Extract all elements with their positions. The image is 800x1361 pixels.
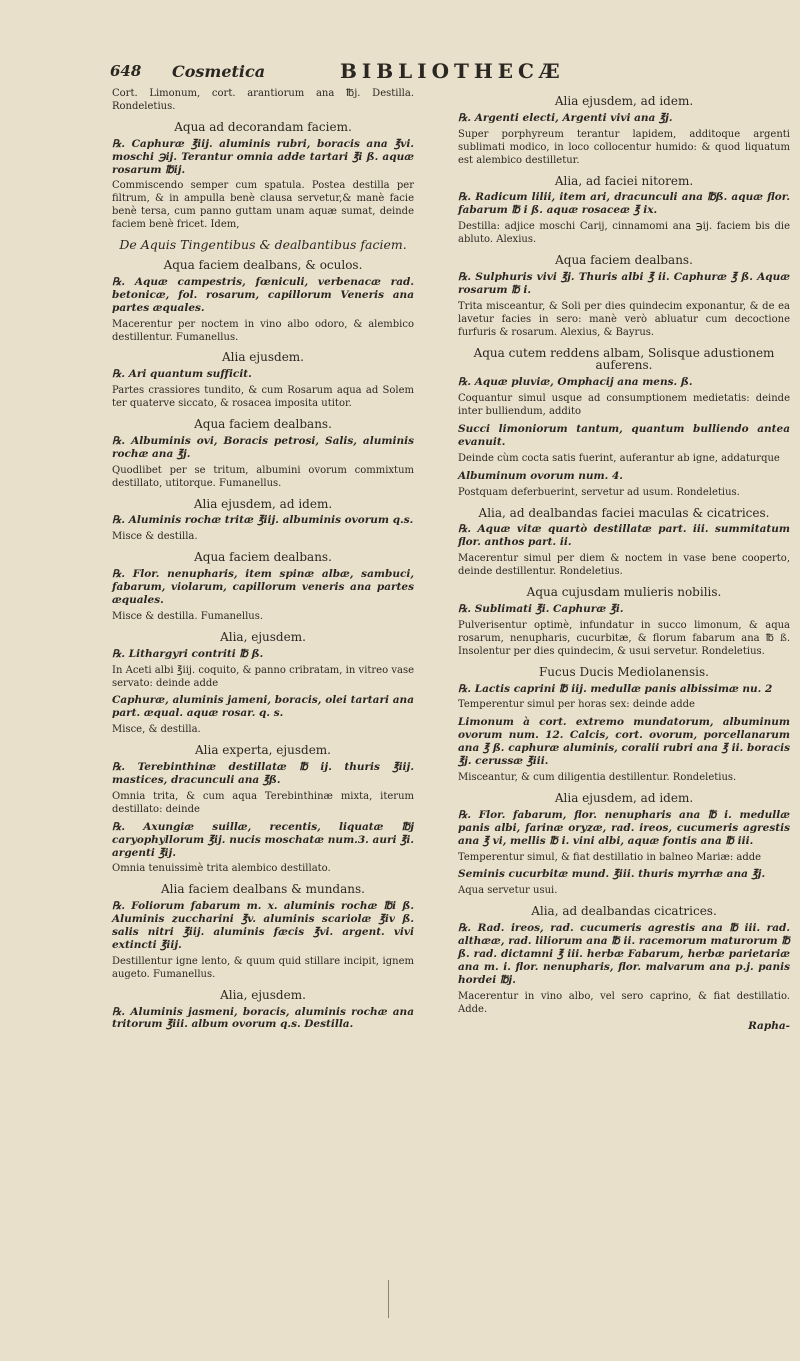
recipe-line: Seminis cucurbitæ mund. ℥iii. thuris myrrhæ ana ℥j. — [458, 868, 766, 881]
recipe-line: ℞. Caphuræ ℥iij. aluminis rubri, boracis ana ℥vi. moschi ℈ij. Terantur omnia adde tartari ℥i ß. aquæ rosarum ℔ij. — [112, 137, 414, 176]
left-column — [112, 88, 414, 1035]
text-paragraph: Misce, & destilla. — [112, 724, 201, 736]
recipe-line: Succi limoniorum tantum, quantum bulliendo antea evanuit. — [458, 423, 790, 448]
text-paragraph: Coquantur simul usque ad consumptionem medietatis: deinde inter bulliendum, addito — [458, 393, 790, 418]
section-heading: Aqua cutem reddens albam, Solisque adustionem auferens. — [473, 345, 775, 373]
section-heading: Alia ejusdem, ad idem. — [554, 94, 694, 108]
recipe-line: ℞. Flor. nenupharis, item spinæ albæ, sambuci, fabarum, violarum, capillorum veneris ana partes æquales. — [112, 568, 414, 606]
section-heading: Alia, ad faciei nitorem. — [554, 173, 694, 188]
section-heading: Fucus Ducis Mediolanensis. — [538, 664, 709, 679]
section-heading: Alia experta, ejusdem. — [195, 743, 331, 758]
recipe-line: ℞. Aluminis jasmeni, boracis, aluminis rochæ ana tritorum ℥iii. album ovorum q.s. Destilla. — [112, 1005, 414, 1031]
recipe-line: ℞. Albuminis ovi, Boracis petrosi, Salis, aluminis rochæ ana ℥j. — [112, 434, 414, 460]
section-heading: Alia, ad dealbandas cicatrices. — [531, 904, 717, 919]
section-heading: Aqua cujusdam mulieris nobilis. — [526, 585, 722, 600]
text-paragraph: Pulverisentur optimè, infundatur in succo limonum, & aqua rosarum, nenupharis, cucurbitæ, & florum fabarum ana ℔ ß. Insolentur per dies quindecim, & usui servetur. Rondeletius. — [458, 619, 790, 657]
text-paragraph: Misce & destilla. — [112, 531, 198, 543]
section-heading: Alia faciem dealbans & mundans. — [161, 882, 365, 897]
text-paragraph: Aqua servetur usui. — [458, 885, 558, 897]
book-title: BIBLIOTHECÆ — [340, 59, 565, 83]
section-heading: Alia ejusdem. — [222, 350, 304, 365]
section-heading: Aqua ad decorandam faciem. — [174, 119, 352, 134]
text-paragraph: Macerentur in vino albo, vel sero caprino, & fiat destillatio. Adde. — [458, 990, 790, 1015]
text-paragraph: Temperentur simul, & fiat destillatio in balneo Mariæ: adde — [458, 851, 762, 863]
section-heading: Aqua faciem dealbans, & oculos. — [163, 257, 363, 272]
chapter-heading: De Aquis Tingentibus & dealbantibus faciem. — [119, 237, 407, 253]
right-column — [458, 88, 790, 1037]
recipe-line: ℞. Rad. ireos, rad. cucumeris agrestis ana ℔ iii. rad. althææ, rad. liliorum ana ℔ ii. racemorum maturorum ℔ ß. rad. dictamni ℥ iii. herbæ Fabarum, herbæ parietariæ ana m. i. flor. nenupharis, flor. malvarum ana p.j. panis hordei ℔j. — [458, 922, 790, 986]
section-heading: Alia ejusdem, ad idem. — [554, 790, 694, 805]
section-heading: Aqua faciem dealbans. — [194, 417, 332, 432]
text-paragraph: Postquam deferbuerint, servetur ad usum. Rondeletius. — [458, 486, 740, 498]
recipe-line: ℞. Foliorum fabarum m. x. aluminis rochæ ℔i ß. Aluminis zuccharini ℥v. aluminis scariolæ ℥iv ß. salis nitri ℥iij. aluminis fæcis ℥vi. argent. vivi extincti ℥iij. — [112, 900, 414, 951]
text-paragraph: Quodlibet per se tritum, albumini ovorum commixtum destillato, utitorque. Fumanellus. — [112, 464, 414, 489]
section-heading: Alia, ejusdem. — [220, 629, 306, 644]
recipe-line: ℞. Sulphuris vivi ℥j. Thuris albi ℥ ii. Caphuræ ℥ ß. Aquæ rosarum ℔ i. — [458, 270, 790, 296]
recipe-line: ℞. Lactis caprini ℔ iij. medullæ panis albissimæ nu. 2 — [458, 682, 773, 695]
recipe-line: ℞. Flor. fabarum, flor. nenupharis ana ℔ i. medullæ panis albi, farinæ oryzæ, rad. ireos, cucumeris agrestis ana ℥ vi, mellis ℔ i. vini albi, aquæ fontis ana ℔ iii. — [458, 808, 790, 847]
recipe-line: Caphuræ, aluminis jameni, boracis, olei tartari ana part. æqual. aquæ rosar. q. s. — [112, 694, 414, 720]
recipe-line: Albuminum ovorum num. 4. — [458, 469, 623, 482]
text-paragraph: Misce & destilla. Fumanellus. — [112, 610, 264, 622]
text-paragraph: Macerentur per noctem in vino albo odoro, & alembico destillentur. Fumanellus. — [112, 318, 414, 343]
recipe-line: ℞. Argenti electi, Argenti vivi ana ℥j. — [458, 111, 673, 124]
text-paragraph: Destilla: adjice moschi Carij, cinnamomi ana ℈ij. faciem bis die abluto. Alexius. — [458, 221, 790, 246]
section-heading: Alia, ejusdem. — [220, 987, 306, 1002]
recipe-line: ℞. Aluminis rochæ tritæ ℥iij. albuminis ovorum q.s. — [112, 514, 414, 527]
running-title: Cosmetica — [172, 62, 266, 81]
text-paragraph: Omnia tenuissimè trita alembico destillato. — [112, 863, 331, 875]
text-paragraph: In Aceti albi ℥iij. coquito, & panno cribratam, in vitreo vase servato: deinde adde — [112, 664, 414, 689]
margin-mark — [388, 1280, 389, 1318]
recipe-line: ℞. Terebinthinæ destillatæ ℔ ij. thuris ℥iij. mastices, dracunculi ana ℥ß. — [112, 761, 414, 786]
section-heading: Aqua faciem dealbans. — [555, 253, 693, 268]
text-paragraph: Misceantur, & cum diligentia destillentur. Rondeletius. — [458, 771, 737, 783]
section-heading: Alia ejusdem, ad idem. — [193, 496, 333, 511]
recipe-line: ℞. Aquæ campestris, fœniculi, verbenacæ rad. betonicæ, fol. rosarum, capillorum Veneris ana partes æquales. — [112, 275, 414, 314]
text-paragraph: Destillentur igne lento, & quum quid stillare incipit, ignem augeto. Fumanellus. — [112, 955, 414, 980]
recipe-line: ℞. Radicum lilii, item ari, dracunculi ana ℔ß. aquæ flor. fabarum ℔ i ß. aquæ rosaceæ ℥ ix. — [458, 191, 790, 217]
section-heading: Alia, ad dealbandas faciei maculas & cicatrices. — [478, 505, 770, 520]
recipe-line: ℞. Ari quantum sufficit. — [112, 368, 252, 381]
text-paragraph: Commiscendo semper cum spatula. Postea destilla per filtrum, & in ampulla benè clausa servetur,& manè facie benè tersa, cum panno guttam unam aquæ sumat, deinde faciem benè fricet. Idem, — [112, 180, 414, 231]
page-number: 648 — [110, 62, 142, 80]
recipe-line: Limonum à cort. extremo mundatorum, albuminum ovorum num. 12. Calcis, cort. ovorum, porcellanarum ana ℥ ß. caphuræ aluminis, coralii rubri ana ℥ ii. boracis ℥j. cerussæ ℥iii. — [458, 716, 790, 768]
text-paragraph: Super porphyreum terantur lapidem, additoque argenti sublimati modico, in loco collocentur humido: & quod liquatum est alembico destilletur. — [458, 128, 790, 166]
text-paragraph: Trita misceantur, & Soli per dies quindecim exponantur, & de ea lavetur facies in sero: manè verò abluatur cum decoctione furfuris & rosarum. Alexius, & Bayrus. — [458, 300, 790, 338]
text-paragraph: Temperentur simul per horas sex: deinde adde — [458, 699, 695, 711]
page-header — [108, 59, 788, 90]
recipe-line: ℞. Sublimati ℥i. Caphuræ ℥i. — [458, 603, 624, 615]
text-paragraph: Omnia trita, & cum aqua Terebinthinæ mixta, iterum destillato: deinde — [112, 790, 414, 815]
recipe-line: ℞. Aquæ pluviæ, Omphacij ana mens. ß. — [458, 376, 693, 389]
catchword: Rapha- — [748, 1020, 790, 1033]
section-heading: Aqua faciem dealbans. — [194, 550, 332, 565]
recipe-line: ℞. Axungiæ suillæ, recentis, liquatæ ℔j caryophyllorum ℥ij. nucis moschatæ num.3. auri ℥i. argenti ℥ij. — [112, 820, 414, 859]
text-paragraph: Macerentur simul per diem & noctem in vase bene cooperto, deinde destillentur. Rondeletius. — [458, 553, 790, 578]
recipe-line: ℞. Lithargyri contriti ℔ ß. — [112, 647, 264, 660]
recipe-line: ℞. Aquæ vitæ quartò destillatæ part. iii. summitatum flor. anthos part. ii. — [458, 523, 790, 549]
text-paragraph: Partes crassiores tundito, & cum Rosarum aqua ad Solem ter quaterve siccato, & rosacea imposita utitor. — [112, 385, 414, 410]
text-paragraph: Cort. Limonum, cort. arantiorum ana ℔j. Destilla. Rondeletius. — [112, 88, 414, 112]
text-paragraph: Deinde cùm cocta satis fuerint, auferantur ab igne, addaturque — [458, 452, 780, 464]
